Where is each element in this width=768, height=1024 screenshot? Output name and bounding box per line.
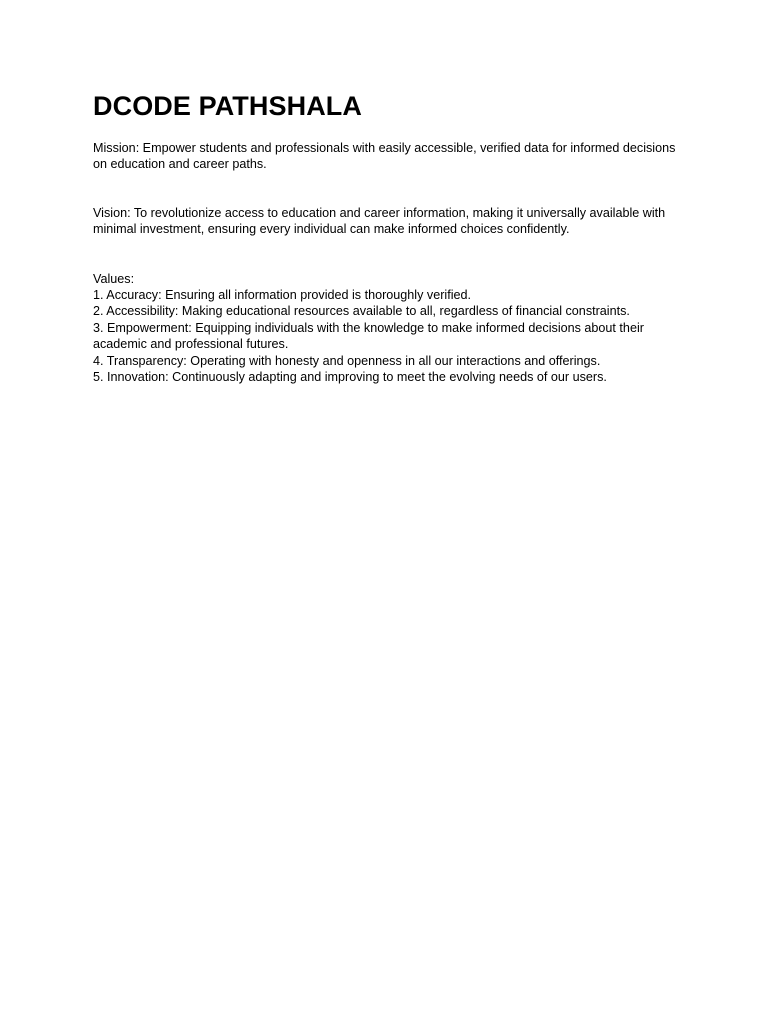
values-list (93, 287, 683, 385)
value-item-transparency: 4. Transparency: Operating with honesty and openness in all our interactions and offerings. (93, 353, 601, 368)
document-body (93, 89, 683, 385)
value-item-accessibility: 2. Accessibility: Making educational resources available to all, regardless of financial constraints. (93, 304, 630, 319)
mission-statement: Mission: Empower students and professionals with easily accessible, verified data for informed decisions on education and career paths. (93, 141, 676, 172)
vision-statement: Vision: To revolutionize access to education and career information, making it universally available with minimal investment, ensuring every individual can make informed choices confidently. (93, 205, 666, 237)
value-item-innovation: 5. Innovation: Continuously adapting and improving to meet the evolving needs of our users. (93, 370, 607, 385)
value-item-accuracy: 1. Accuracy: Ensuring all information provided is thoroughly verified. (93, 288, 472, 303)
document-title: DCODE PATHSHALA (93, 91, 362, 121)
values-heading: Values: (93, 271, 135, 286)
value-item-empowerment: 3. Empowerment: Equipping individuals with the knowledge to make informed decisions about their academic and professional futures. (93, 320, 644, 352)
